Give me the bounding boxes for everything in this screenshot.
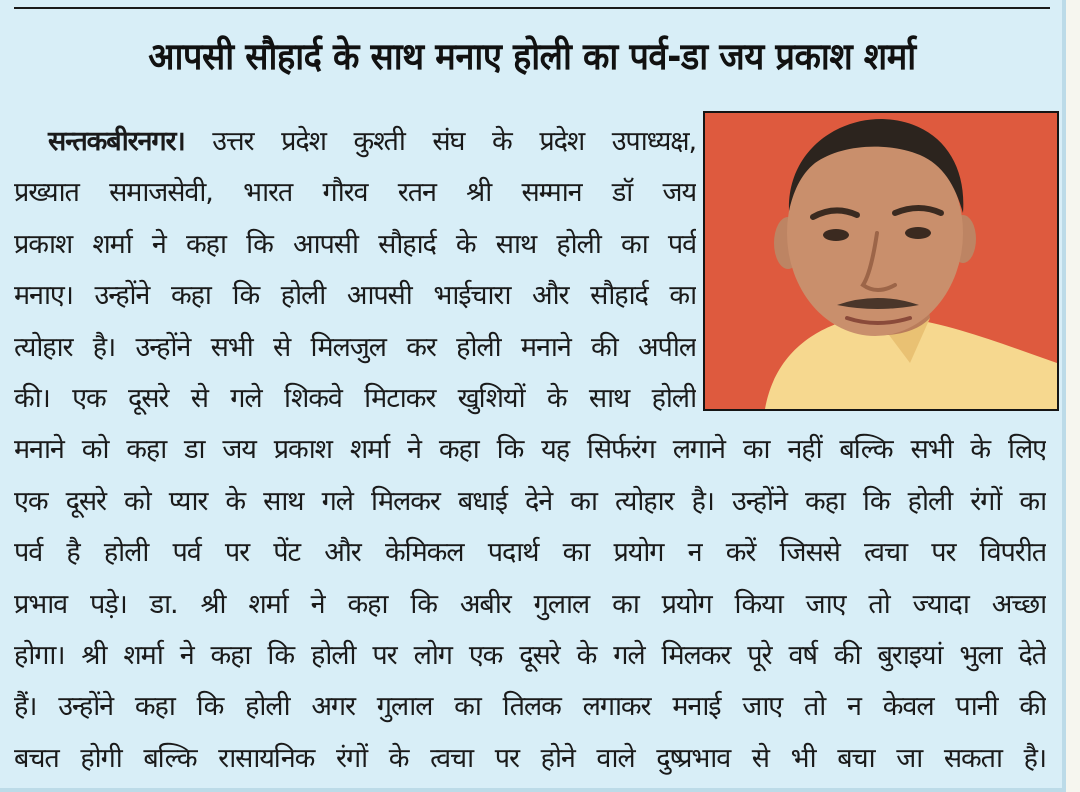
text-line: पर्व है होली पर्व पर पेंट और केमिकल पदार्थ का प्रयोग न करें जिससे त्वचा पर विपरीत bbox=[14, 537, 1046, 569]
text-line: होगा। श्री शर्मा ने कहा कि होली पर लोग एक दूसरे के गले मिलकर पूरे वर्ष की बुराइयां भुला देते bbox=[14, 639, 1046, 671]
text-line: प्रकाश शर्मा ने कहा कि आपसी सौहार्द के साथ होली का पर्व bbox=[14, 228, 696, 260]
text-line: प्रख्यात समाजसेवी, भारत गौरव रतन श्री सम्मान डॉ जय bbox=[14, 177, 696, 209]
headline: आपसी सौहार्द के साथ मनाए होली का पर्व-डा जय प्रकाश शर्मा bbox=[148, 35, 916, 78]
dateline: सन्तकबीरनगर। bbox=[48, 126, 185, 157]
article-body bbox=[14, 116, 1046, 784]
text-line: प्रभाव पड़े। डा. श्री शर्मा ने कहा कि अबीर गुलाल का प्रयोग किया जाए तो ज्यादा अच्छा bbox=[14, 588, 1046, 620]
text-line: मनाए। उन्होंने कहा कि होली आपसी भाईचारा और सौहार्द का bbox=[14, 280, 696, 312]
text-line: एक दूसरे को प्यार के साथ गले मिलकर बधाई देने का त्योहार है। उन्होंने कहा कि होली रंगों का bbox=[14, 485, 1046, 517]
text-line bbox=[14, 116, 696, 167]
text-line: मनाने को कहा डा जय प्रकाश शर्मा ने कहा कि यह सिर्फरंग लगाने का नहीं बल्कि सभी के लिए bbox=[14, 434, 1046, 466]
text-line: की। एक दूसरे से गले शिकवे मिटाकर खुशियों के साथ होली bbox=[14, 382, 696, 414]
text-line: हैं। उन्होंने कहा कि होली अगर गुलाल का तिलक लगाकर मनाई जाए तो न केवल पानी की bbox=[14, 691, 1046, 723]
text-line: त्योहार है। उन्होंने सभी से मिलजुल कर होली मनाने की अपील bbox=[14, 331, 696, 363]
text-line: बचत होगी बल्कि रासायनिक रंगों के त्वचा पर होने वाले दुष्प्रभाव से भी बचा जा सकता है। bbox=[14, 742, 1046, 774]
text-line-segment: उत्तर प्रदेश कुश्ती संघ के प्रदेश उपाध्यक्ष, bbox=[184, 126, 696, 157]
top-rule bbox=[14, 7, 1050, 9]
